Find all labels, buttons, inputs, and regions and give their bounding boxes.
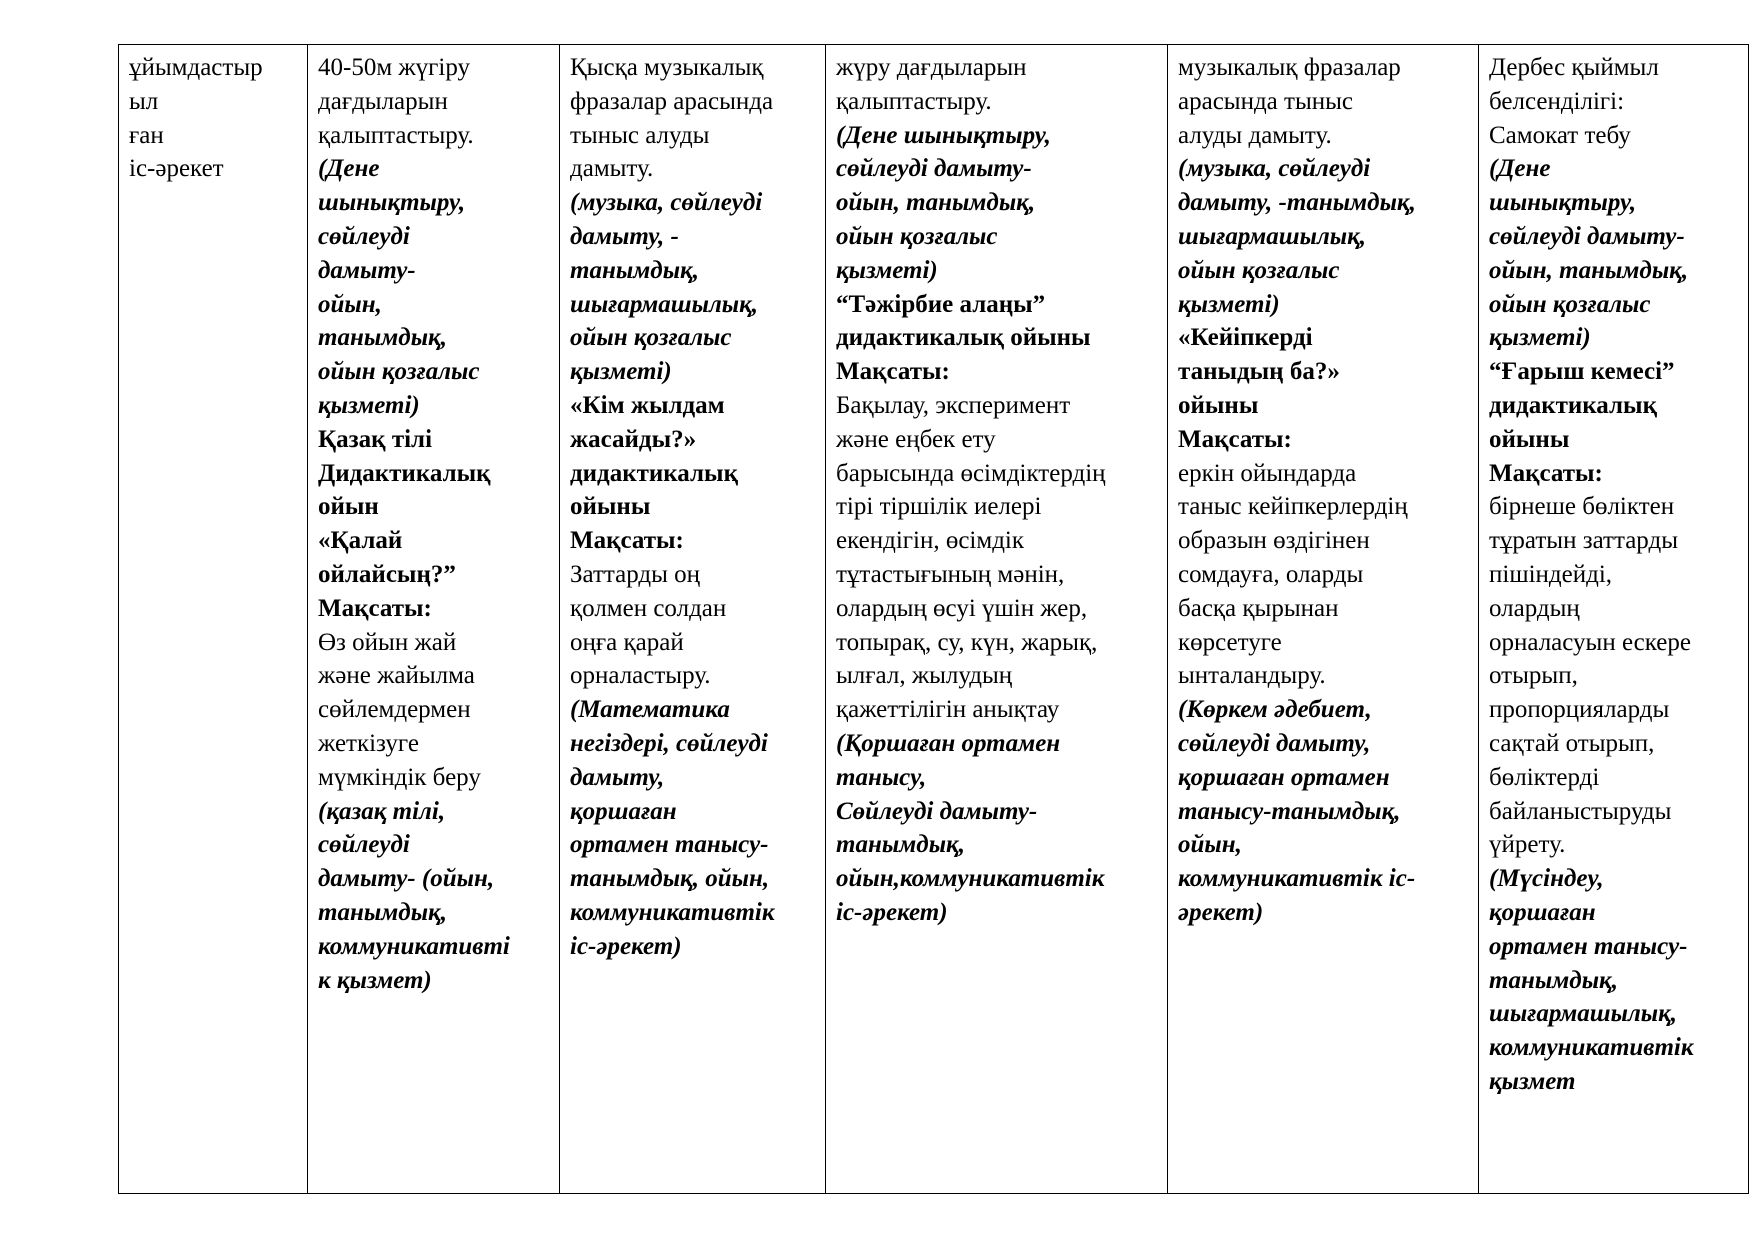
cell-text-line: қызметі) [570,358,672,386]
cell-text-line: «Кім жылдам [570,391,725,419]
cell-text-line: олардың өсуі үшін жер, [836,594,1088,622]
cell-text-line: (Дене [1489,155,1551,183]
cell-text-line: сөйлеуді дамыту, [1178,729,1371,757]
cell-text-line: қалыптастыру. [318,121,474,149]
cell-text-line: қызметі) [836,256,938,284]
cell-text-line: ойыны [570,493,651,521]
cell-text-line: музыкалық фразалар [1178,54,1401,81]
cell-text-line: ортамен танысу- [570,831,769,859]
cell-text-line: дамыту, - [570,222,679,250]
cell-text-line: Заттарды оң [570,560,701,588]
cell-text-line: тұтастығының мәнін, [836,560,1065,588]
cell-text-line: “Тәжірбие алаңы” [836,290,1046,318]
cell-text-line: қалыптастыру. [836,87,992,115]
cell-text-line: Самокат тебу [1489,121,1631,149]
cell-text-line: дамыту, -танымдық, [1178,189,1416,217]
cell-text-line: ойын, [1178,831,1242,859]
cell-text-line: іс-әрекет) [836,898,948,926]
cell-text-line: ойын қозғалыс [836,222,998,250]
cell-text-line: Өз ойын жай [318,628,457,656]
cell-text-line: жасайды?» [570,425,697,453]
cell-text-line: ойын қозғалыс [570,324,732,352]
cell-text-line: таныс кейіпкерлердің [1178,493,1408,521]
day-cell-2 [560,45,826,1194]
cell-text-line: (Көркем әдебиет, [1178,696,1372,724]
cell-text-line: отырып, [1489,662,1578,690]
cell-text-line: Қысқа музыкалық [570,54,764,81]
cell-text-line: дамыту. [570,155,654,183]
cell-text-line: орналасуын ескере [1489,628,1691,656]
cell-text-line: оңға қарай [570,628,684,656]
cell-text-line: дидактикалық ойыны [836,324,1091,352]
cell-text-line: «Кейіпкерді [1178,324,1313,352]
cell-text-line: ұйымдастыр [129,54,263,81]
cell-text-line: (музыка, сөйлеуді [1178,155,1371,183]
cell-text-line: сөйлеуді дамыту- [1489,222,1685,250]
cell-text-line: жеткізуге [318,729,419,757]
cell-text-line: танымдық, [318,324,447,352]
cell-text-line: ойын қозғалыс [318,358,480,386]
cell-text-line: Мақсаты: [1489,459,1603,487]
cell-text-line: негіздері, сөйлеуді [570,729,768,757]
day-cell-1 [308,45,560,1194]
cell-text-line: дидактикалық [1489,391,1657,419]
cell-text-line: таныдың ба?» [1178,358,1340,386]
cell-text-line: ортамен танысу- [1489,932,1688,960]
cell-text-line: ойын қозғалыс [1178,256,1340,284]
cell-text-line: к қызмет) [318,966,432,994]
cell-text-line: Дидактикалық [318,459,491,487]
cell-text-line: және жайылма [318,662,475,690]
cell-text-line: шынықтыру, [318,189,466,217]
cell-text-line: бірнеше бөліктен [1489,493,1675,521]
cell-text-line: танысу, [836,763,927,791]
cell-text-line: дамыту- [318,256,416,284]
cell-text-line: тұратын заттарды [1489,527,1678,555]
cell-text-line: Мақсаты: [836,358,950,386]
cell-text-line: тірі тіршілік иелері [836,493,1042,521]
cell-text-line: іс-әрекет) [570,932,682,960]
table-row [119,45,1749,1194]
cell-text-line: Қазақ тілі [318,425,433,453]
cell-text-line: 40-50м жүгіру [318,54,471,81]
cell-text-line: пішіндейді, [1489,560,1613,588]
cell-text-line: ойын, танымдық, [836,189,1036,217]
cell-text-line: шығармашылық, [1489,1000,1678,1028]
cell-text-line: байланыстыруды [1489,797,1672,825]
cell-text-line: «Қалай [318,527,403,555]
cell-text-line: (Дене [318,155,380,183]
cell-text-line: орналастыру. [570,662,711,690]
cell-text-line: Дербес қыймыл [1489,54,1659,81]
cell-text-line: шынықтыру, [1489,189,1637,217]
day-cell-3 [826,45,1168,1194]
cell-text-line: “Ғарыш кемесі” [1489,358,1675,386]
cell-text-line: сөйлеуді [318,222,410,250]
cell-text-line: тыныс алуды [570,121,710,149]
cell-text-line: арасында тыныс [1178,87,1354,115]
cell-text-line: танысу-танымдық, [1178,797,1401,825]
cell-text-line: ойын [318,493,379,521]
cell-text-line: және еңбек ету [836,425,996,453]
cell-text-line: екендігін, өсімдік [836,527,1025,555]
cell-text-line: қажеттілігін анықтау [836,696,1060,724]
cell-text-line: танымдық, [570,256,699,284]
cell-text-line: (қазақ тілі, [318,797,446,825]
cell-text-line: еркін ойындарда [1178,459,1357,487]
cell-text-line: ойын қозғалыс [1489,290,1651,318]
cell-text-line: көрсетуге [1178,628,1282,656]
cell-text-line: пропорцияларды [1489,696,1670,724]
cell-text-line: коммуникативтік [570,898,775,926]
cell-text-line: олардың [1489,594,1580,622]
cell-text-line: алуды дамыту. [1178,121,1332,149]
cell-text-line: ойын,коммуникативтік [836,865,1105,893]
cell-text-line: жүру дағдыларын [836,54,1027,81]
schedule-table [118,44,1749,1194]
cell-text-line: дидактикалық [570,459,738,487]
cell-text-line: қоршаған ортамен [1178,763,1390,791]
cell-text-line: белсенділігі: [1489,87,1625,115]
cell-text-line: (Дене шынықтыру, [836,121,1051,149]
cell-text-line: образын өздігінен [1178,527,1370,555]
cell-text-line: мүмкіндік беру [318,763,481,791]
cell-text-line: коммуникативтік іс- [1178,865,1416,893]
cell-text-line: коммуникативті [318,932,510,960]
cell-text-line: танымдық, [318,898,447,926]
cell-text-line: коммуникативтік [1489,1034,1694,1062]
cell-text-line: басқа қырынан [1178,594,1339,622]
cell-text-line: Мақсаты: [1178,425,1292,453]
cell-text-line: шығармашылық, [1178,222,1367,250]
cell-text-line: қызметі) [1178,290,1280,318]
day-cell-4 [1168,45,1479,1194]
cell-text-line: бөліктерді [1489,763,1600,791]
cell-text-line: дамыту, [570,763,665,791]
cell-text-line: ған [129,121,164,149]
cell-text-line: барысында өсімдіктердің [836,459,1106,487]
cell-text-line: (музыка, сөйлеуді [570,189,763,217]
cell-text-line: әрекет) [1178,898,1264,926]
cell-text-line: ыл [129,87,159,115]
cell-text-line: Бақылау, эксперимент [836,391,1071,419]
cell-text-line: дамыту- (ойын, [318,865,495,893]
cell-text-line: Мақсаты: [570,527,684,555]
cell-text-line: қызметі) [1489,324,1591,352]
cell-text-line: ылғал, жылудың [836,662,1013,690]
cell-text-line: ынталандыру. [1178,662,1326,690]
cell-text-line: ойыны [1489,425,1570,453]
cell-text-line: ойыны [1178,391,1259,419]
cell-text-line: сомдауға, оларды [1178,560,1364,588]
cell-text-line: ойлайсың?” [318,560,456,588]
cell-text-line: ойын, [318,290,382,318]
cell-text-line: Мақсаты: [318,594,432,622]
cell-text-line: қызмет [1489,1067,1576,1095]
cell-text-line: қызметі) [318,391,420,419]
cell-text-line: (Қоршаған ортамен [836,729,1061,757]
cell-text-line: (Математика [570,696,730,724]
cell-text-line: сөйлемдермен [318,696,471,724]
cell-text-line: танымдық, [836,831,965,859]
cell-text-line: іс-әрекет [129,155,224,183]
cell-text-line: қоршаған [570,797,677,825]
cell-text-line: қолмен солдан [570,594,727,622]
cell-text-line: фразалар арасында [570,87,774,115]
cell-text-line: шығармашылық, [570,290,759,318]
cell-text-line: сөйлеуді [318,831,410,859]
cell-text-line: топырақ, су, күн, жарық, [836,628,1098,656]
cell-text-line: үйрету. [1489,831,1566,859]
cell-text-line: танымдық, ойын, [570,865,770,893]
cell-text-line: қоршаған [1489,898,1596,926]
cell-text-line: дағдыларын [318,87,448,115]
cell-text-line: ойын, танымдық, [1489,256,1689,284]
activity-type-cell [119,45,308,1194]
cell-text-line: (Мүсіндеу, [1489,865,1604,893]
cell-text-line: Сөйлеуді дамыту- [836,797,1038,825]
day-cell-5 [1479,45,1749,1194]
cell-text-line: танымдық, [1489,966,1618,994]
cell-text-line: сақтай отырып, [1489,729,1655,757]
cell-text-line: сөйлеуді дамыту- [836,155,1032,183]
